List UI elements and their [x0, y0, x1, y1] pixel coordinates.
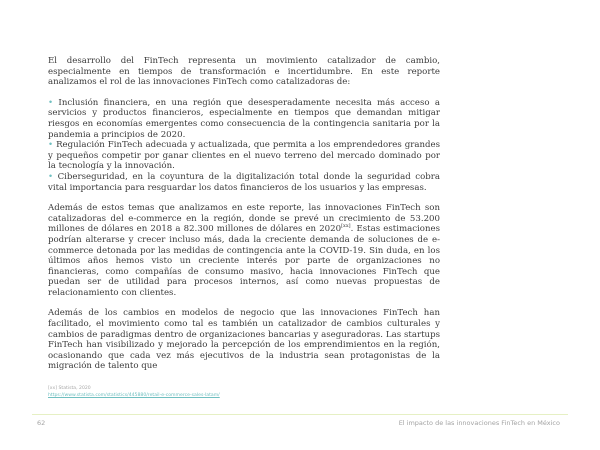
footer-divider [32, 414, 568, 415]
running-title: El impacto de las innovaciones FinTech en México [398, 419, 560, 427]
culture-paragraph: Además de los cambios en modelos de negocio que las innovaciones FinTech han facilitado, el movimiento como tal es también un catalizador de cambios culturales y cambios de paradigmas dentro de organizaciones bancarias y aseguradoras. Las startups FinTech han visibilizado y mejorado la percepción de los emprendimientos en la región, ocasionando que cada vez más ejecutivos de la industria sean protagonistas de la migración de talento que [48, 308, 440, 372]
list-item-text: Regulación FinTech adecuada y actualizada, que permita a los emprendedores grandes y pequeños competir por ganar clientes en el nuevo terreno del mercado dominado por la tecnología y la innovación. [48, 140, 441, 172]
intro-paragraph: El desarrollo del FinTech representa un movimiento catalizador de cambio, especialmente en tiempos de transformación e incertidumbre. En este reporte analizamos el rol de las innovaciones FinTech como catalizadoras de: [48, 56, 440, 88]
footnote-label: [xx] Statista, 2020 [48, 386, 91, 391]
list-item [48, 172, 440, 193]
catalyst-list [48, 98, 440, 193]
ecommerce-paragraph-end: . Estas estimaciones podrían alterarse y crecer incluso más, dada la creciente demanda de soluciones de e-commerce detonada por las medidas de contingencia ante la COVID-19. Sin duda, en los últimos años hemos visto un creciente interés por parte de organizaciones no financieras, como compañías de consumo masivo, hacia innovaciones FinTech que puedan ser de utilidad para procesos internos, así como nuevas propuestas de relacionamiento con clientes. [48, 224, 440, 298]
list-item [48, 140, 440, 172]
page-number: 62 [37, 419, 46, 427]
footnote-link[interactable]: https://www.statista.com/statistics/445880/retail-e-commerce-sales-latam/ [48, 392, 220, 398]
list-item-text: Inclusión financiera, en una región que desesperadamente necesita más acceso a servicios y productos financieros, especialmente en tiempos que demandan mitigar riesgos en economías emergentes como consecuencia de la contingencia sanitaria por la pandemia a principios de 2020. [48, 97, 441, 140]
footnote [48, 386, 348, 399]
bullet-icon: • [48, 171, 54, 182]
footnote-reference[interactable]: [xx] [341, 223, 351, 230]
ecommerce-paragraph-start: Además de estos temas que analizamos en este reporte, las innovaciones FinTech son catalizadoras del e-commerce en la región, donde se prevé un crecimiento de 53.200 millones de dólares en 2018 a 82.300 millones de dólares en 2020 [48, 203, 440, 235]
body-text [48, 56, 440, 382]
bullet-icon: • [48, 140, 54, 151]
list-item-text: Ciberseguridad, en la coyuntura de la digitalización total donde la seguridad cobra vital importancia para resguardar los datos financieros de los usuarios y las empresas. [48, 171, 441, 193]
list-item [48, 98, 440, 140]
bullet-icon: • [48, 97, 54, 108]
ecommerce-paragraph [48, 203, 440, 298]
